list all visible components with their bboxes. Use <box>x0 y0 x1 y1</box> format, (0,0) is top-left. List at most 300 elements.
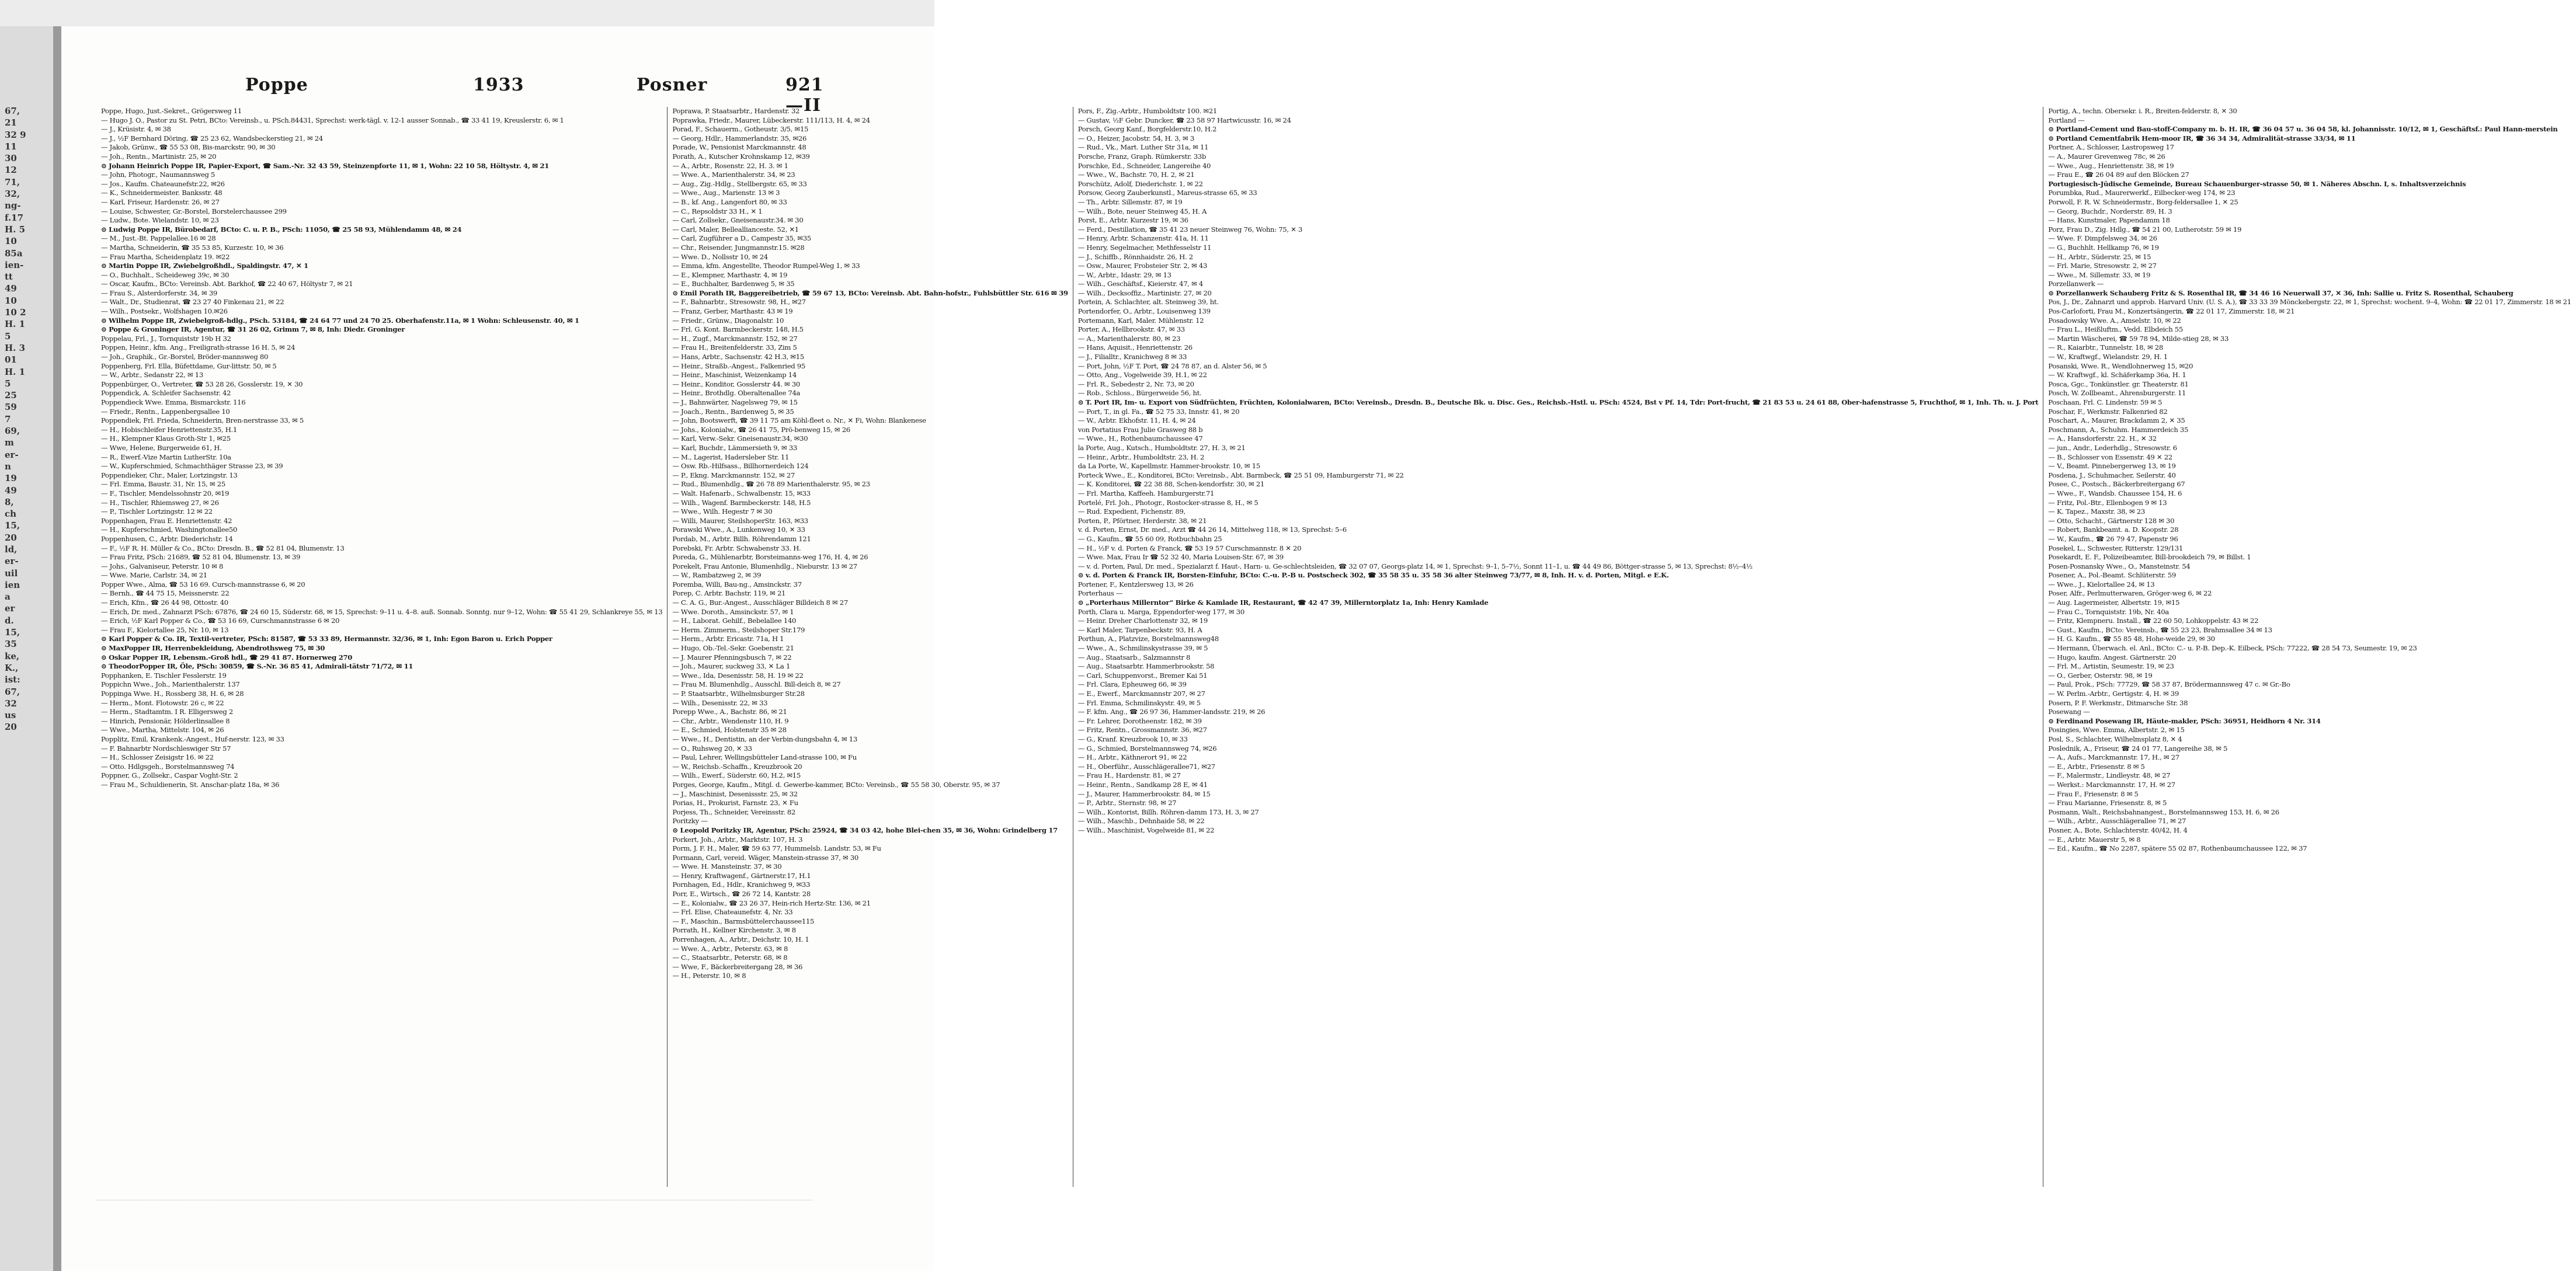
directory-entry: — H., Klempner Klaus Groth-Str 1, ✉25 <box>101 434 231 443</box>
directory-entry: — Frl. Emma, Schmilinskystr. 49, ✉ 5 <box>1077 698 1201 707</box>
previous-page-fragment: 15, <box>5 520 20 531</box>
directory-entry: — Wwe., Aug., Henriettenstr. 38, ✉ 19 <box>2048 161 2174 170</box>
directory-entry: — Wilh., Desenisstr. 22, ✉ 33 <box>672 698 768 707</box>
directory-entry: Porges, George, Kaufm., Mitgl. d. Gewerbe-kammer, BCto: Vereinsb., ☎ 55 58 30, Oberstr. 95, ✉ 37 <box>672 780 1000 789</box>
directory-entry: Pornhagen, Ed., Hdlr., Kranichweg 9, ✉33 <box>672 880 811 889</box>
previous-page-fragment: us <box>5 710 16 721</box>
directory-entry: Porias, H., Prokurist, Farnstr. 23, ✕ Fu <box>672 799 798 807</box>
directory-entry: — Heinr., Konditor, Gosslerstr 44. ✉ 30 <box>672 379 800 388</box>
directory-entry-highlighted: ⊙ Oskar Popper IR, Lebensm.-Groß hdl., ☎ 29 41 87. Hornerweg 270 <box>101 653 353 661</box>
directory-entry: — Heinr., Straßb.-Angest., Falkenried 95 <box>672 361 805 370</box>
directory-entry: Posner, A., Bote, Schlachterstr. 40/42, H. 4 <box>2048 826 2188 834</box>
directory-entry: — Wwe. A., Marienthalerstr. 34, ✉ 23 <box>672 170 795 179</box>
directory-entry: — F., Maschin., Barmsbüttelerchaussee115 <box>672 917 815 925</box>
directory-entry: — Herm., Stadtamtm. I R. Elligersweg 2 <box>101 708 233 716</box>
directory-entry: Poritzky — <box>672 817 708 826</box>
directory-entry: — Georg, Buchdr., Norderstr. 89, H. 3 <box>2048 207 2172 215</box>
header-last-entry: Posner <box>637 75 708 95</box>
directory-entry: — Wwe. H. Mansteinstr. 37, ✉ 30 <box>672 862 782 871</box>
previous-page-fragment: 20 <box>5 532 17 543</box>
directory-entry: Portner, A., Schlosser, Lastropsweg 17 <box>2048 143 2174 152</box>
directory-entry: — H., Laborat. Gehilf., Bebelallee 140 <box>672 617 797 625</box>
directory-entry: — Friedr., Grünw., Diagonalstr. 10 <box>672 316 784 325</box>
directory-entry: — Werkst.: Marckmannstr. 17, H. ✉ 27 <box>2048 780 2175 789</box>
directory-entry: — Wwe. A., Arbtr., Peterstr. 63, ✉ 8 <box>672 944 788 953</box>
directory-entry: — Karl, Verw.-Sekr. Gneisenaustr.34, ✉30 <box>672 434 808 443</box>
directory-entry: von Portatius Frau Julie Grasweg 88 b <box>1077 425 1203 434</box>
directory-entry: — E., Arbtr. Mauerstr 5, ✉ 8 <box>2048 835 2141 844</box>
directory-entry: — Wwe., M. Sillemstr. 33, ✉ 19 <box>2048 270 2151 279</box>
directory-entry: — Carl, Schuppenvorst., Bremer Kai 51 <box>1077 671 1208 680</box>
directory-entry: — H., Hobischleifer Henriettenstr.35, H.1 <box>101 425 237 434</box>
directory-entry: — W., Kaufm., ☎ 26 79 47, Papenstr 96 <box>2048 534 2178 543</box>
directory-entry: — O., Buchhalt., Scheideweg 39c, ✉ 30 <box>101 270 230 279</box>
directory-entry: — P., Ekng. Marckmannstr. 152, ✉ 27 <box>672 471 795 479</box>
directory-entry: — Hugo, Ob.-Tel.-Sekr. Goebenstr. 21 <box>672 644 794 653</box>
directory-entry: Poremba, Willi, Bau-ng., Amsinckstr. 37 <box>672 580 802 589</box>
directory-entry: — Erich, Kfm., ☎ 26 44 98, Ottostr. 40 <box>101 598 228 607</box>
directory-entry: Porsche, Franz, Graph. Rümkerstr. 33b <box>1077 152 1207 161</box>
directory-entry: — H., Tischler, Rhiemsweg 27, ✉ 26 <box>101 498 219 507</box>
column-2 <box>668 107 1073 1187</box>
directory-entry: — Erich, Dr. med., Zahnarzt PSch: 67876, ☎ 24 60 15, Süderstr. 68, ✉ 15, Sprechst: 9–11 u. 4–8. auß. Sonnab. Sonntg. nur 9–12, Wohn: ☎ 55 41 29, Schlankreye 55, ✉ 13 <box>101 607 663 616</box>
directory-entry: — Ferd., Destillation, ☎ 35 41 23 neuer Steinweg 76, Wohn: 75, ✕ 3 <box>1077 225 1303 234</box>
directory-entry: — Joh., Maurer, suckweg 33, ✕ La 1 <box>672 662 790 671</box>
directory-entry: — Henry, Segelmacher, Methfesselstr 11 <box>1077 243 1212 252</box>
previous-page-fragment: 19 <box>5 473 17 484</box>
directory-entry: Porschke, Ed., Schneider, Langereihe 40 <box>1077 161 1211 170</box>
directory-entry: — W., Reichsb.-Schaffn., Kreuzbrook 20 <box>672 762 802 771</box>
directory-entry: — Frau H., Breitenfelderstr. 33, Zim 5 <box>672 343 797 352</box>
directory-entry: Pos, J., Dr., Zahnarzt und approb. Harvard Univ. (U. S. A.), ☎ 33 33 39 Mönckebergstr. 22, ✉ 1, Sprechst: wochent. 9–4, Wohn: ☎ 22 01 17, Zimmerstr. 18 ✉ 21 <box>2048 298 2571 307</box>
directory-entry: Porade, W., Pensionist Marckmannstr. 48 <box>672 143 806 152</box>
directory-entry: — Aug., Staatsarbtr. Hammerbrookstr. 58 <box>1077 662 1215 671</box>
directory-entry: — Robert, Bankbeamt. a. D. Koopstr. 28 <box>2048 525 2179 534</box>
directory-entry: — Karl, Buchdr., Lämmersieth 9, ✉ 33 <box>672 443 797 452</box>
directory-entry: — W., Arbtr., Sedanstr 22, ✉ 13 <box>101 371 203 379</box>
directory-entry: Porst, E., Arbtr. Kurzestr 19, ✉ 36 <box>1077 216 1188 225</box>
directory-entry-highlighted: ⊙ Martin Poppe IR, Zwiebelgroßhdl., Spaldingstr. 47, ✕ 1 <box>101 262 308 270</box>
directory-entry-highlighted: ⊙ Johann Heinrich Poppe IR, Papier-Export, ☎ Sam.-Nr. 32 43 59, Steinzenpforte 11, ✉ 1, Wohn: 22 10 58, Höltystr. 4, ✉ 21 <box>101 161 550 170</box>
directory-entry: — jun., Andr., Lederhdlg., Stresowstr. 6 <box>2048 443 2177 452</box>
directory-page <box>61 26 2571 1271</box>
directory-entry: — Otto, Schacht., Gärtnerstr 128 ✉ 30 <box>2048 516 2175 525</box>
directory-entry: — Martha, Schneiderin, ☎ 35 53 85, Kurzestr. 10, ✉ 36 <box>101 243 284 252</box>
directory-entry-highlighted: ⊙ Poppe & Groninger IR, Agentur, ☎ 31 26 02, Grimm 7, ✉ 8, Inh: Diedr. Groninger <box>101 325 405 334</box>
directory-entry: — F., Bahnarbtr., Stresowstr. 98, H., ✉27 <box>672 298 806 307</box>
directory-entry: — Frl. Clara, Epheuweg 66, ✉ 39 <box>1077 680 1187 689</box>
column-3 <box>1073 107 2044 1187</box>
directory-entry: — Emma, kfm. Angestellte, Theodor Rumpel-Weg 1, ✉ 33 <box>672 262 860 270</box>
directory-entry: — Henry, Kraftwagenf., Gärtnerstr.17, H.1 <box>672 871 811 880</box>
directory-entry: — Osw., Maurer, Frobsteier Str. 2, ✉ 43 <box>1077 262 1208 270</box>
directory-entry-highlighted: ⊙ Portland-Cement und Bau-stoff-Company m. b. H. IR, ☎ 36 04 57 u. 36 04 58, kl. Johannisstr. 10/12, ✉ 1, Geschäftsf.: Paul Hann-merstein <box>2048 125 2558 134</box>
directory-entry: — Heinr., Rentn., Sandkamp 28 E, ✉ 41 <box>1077 780 1208 789</box>
directory-entry: — Port, T., in gl. Fa., ☎ 52 75 33, Innstr. 41, ✉ 20 <box>1077 407 1240 416</box>
directory-entry: — Hermann, Überwach. el. Anl., BCto: C.- u. P.-B. Dep.-K. Eilbeck, PSch: 77222, ☎ 28 54 73, Seumestr. 19, ✉ 23 <box>2048 644 2417 653</box>
directory-entry: — P. Staatsarbtr., Wilhelmsburger Str.28 <box>672 690 805 698</box>
directory-entry: — M., Lagerist, Hadersleber Str. 11 <box>672 452 790 461</box>
directory-entry: — Frl. Emma, Baustr. 31, Nr. 15, ✉ 25 <box>101 480 225 489</box>
directory-entry: — J., Maschinist, Desenissstr. 25, ✉ 32 <box>672 789 798 798</box>
directory-entry: — E., Schmied, Holstenstr 35 ✉ 28 <box>672 726 787 734</box>
directory-entry: — Walt., Dr., Studienrat, ☎ 23 27 40 Finkenau 21, ✉ 22 <box>101 298 284 307</box>
directory-entry: — Wwe., Martha, Mittelstr. 104, ✉ 26 <box>101 726 224 734</box>
directory-entry: — J., ½F Bernhard Döring, ☎ 25 23 62, Wandsbeckerstieg 21, ✉ 24 <box>101 134 323 142</box>
directory-entry: — Heinr., Arbtr., Humboldtstr. 23, H. 2 <box>1077 452 1205 461</box>
directory-entry: — Otto. Hdlgsgeh., Borstelmannsweg 74 <box>101 762 235 771</box>
directory-entry: Poreda, G., Mühlenarbtr, Borsteimanns-weg 176, H. 4, ✉ 26 <box>672 553 868 562</box>
directory-entry: — Fritz, Klempneru. Install., ☎ 22 60 50, Lohkoppelstr. 43 ✉ 22 <box>2048 617 2259 625</box>
directory-entry: — Wilh., Maschb., Dehnhaide 58, ✉ 22 <box>1077 817 1205 826</box>
previous-page-fragment: 69, <box>5 426 20 437</box>
previous-page-fragment: er- <box>5 556 19 567</box>
directory-entry: Popper Wwe., Alma, ☎ 53 16 69. Cursch-mannstrasse 6, ✉ 20 <box>101 580 305 589</box>
directory-entry: — J., Maurer, Hammerbrookstr. 84, ✉ 15 <box>1077 789 1211 798</box>
directory-entry: Poppichn Wwe., Joh., Marienthalerstr. 137 <box>101 680 240 689</box>
directory-entry: — Franz, Gerber, Marthastr. 43 ✉ 19 <box>672 307 793 316</box>
directory-entry: — A., Aufs., Marckmannstr. 17, H., ✉ 27 <box>2048 753 2179 762</box>
directory-entry-highlighted: ⊙ Leopold Poritzky IR, Agentur, PSch: 25924, ☎ 34 03 42, hohe Blei-chen 35, ✉ 36, Wohn: Grindelberg 17 <box>672 826 1058 834</box>
directory-entry: — W., Kupferschmied, Schmachthäger Strasse 23, ✉ 39 <box>101 462 283 471</box>
previous-page-fragment: 10 <box>5 236 17 247</box>
scan-margin-top <box>0 0 934 26</box>
directory-entry: — H., Arbtr., Süderstr. 25, ✉ 15 <box>2048 252 2151 261</box>
previous-page-fragment: ien- <box>5 259 24 270</box>
directory-entry: — J., Krüsistr. 4, ✉ 38 <box>101 125 171 134</box>
directory-entry: — Wilh., Ewerf., Süderstr. 60, H.2, ✉15 <box>672 771 801 780</box>
directory-entry: la Porte, Aug., Kutsch., Humboldtstr. 27, H. 3, ✉ 21 <box>1077 443 1246 452</box>
directory-entry: — H., Arbtr., Käthnerort 91, ✉ 22 <box>1077 753 1187 762</box>
directory-entry: — Wwe. Marie, Carlstr. 34, ✉ 21 <box>101 571 207 580</box>
previous-page-fragment: 12 <box>5 165 17 176</box>
directory-entry: Posern, P. F. Werkmstr., Ditmarsche Str. 38 <box>2048 698 2188 707</box>
directory-entry: — J., Bahnwärter, Nagelsweg 79, ✉ 15 <box>672 398 798 406</box>
directory-entry: — J. Maurer Pfenningsbusch 7, ✉ 22 <box>672 653 792 661</box>
directory-entry: — Johs., Galvaniseur, Peterstr. 10 ✉ 8 <box>101 562 224 570</box>
previous-page-fragment: ng- <box>5 200 21 211</box>
directory-entry: — Wwe., Ida, Desenisstr. 58, H. 19 ✉ 22 <box>672 671 804 680</box>
directory-entry: — C., Repsoldstr 33 H., ✕ 1 <box>672 207 763 215</box>
previous-page-fragment: 15, <box>5 627 20 638</box>
directory-entry: Porep, C. Arbtr. Bachstr. 119, ✉ 21 <box>672 589 786 598</box>
directory-entry: — A., Arbtr., Rosenstr. 22, H. 3. ✉ 1 <box>672 161 788 170</box>
directory-entry: — B., kf. Ang., Langenfort 80, ✉ 33 <box>672 197 787 206</box>
directory-entry: Poslednik, A., Friseur, ☎ 24 01 77, Langereihe 38, ✉ 5 <box>2048 744 2228 753</box>
previous-page-fragment: 11 <box>5 141 17 152</box>
directory-entry: Porepp Wwe., A., Bachstr. 86, ✉ 21 <box>672 708 787 716</box>
previous-page-fragment: ch <box>5 509 17 520</box>
previous-page-fragment: ke, <box>5 650 20 661</box>
directory-entry-highlighted: ⊙ Portland Cementfabrik Hem-moor IR, ☎ 36 34 34, Admiralität-strasse 33/34, ✉ 11 <box>2048 134 2356 142</box>
directory-entry: — Frl. Elise, Chateaunefstr. 4, Nr. 33 <box>672 908 793 917</box>
directory-entry: — Ed., Kaufm., ☎ No 2287, spätere 55 02 87, Rothenbaumchaussee 122, ✉ 37 <box>2048 844 2307 853</box>
previous-page-fragment: 20 <box>5 722 17 733</box>
directory-entry: — Heinr. Dreher Charlottenstr 32, ✉ 19 <box>1077 617 1208 625</box>
directory-entry: — Otto, Ang., Vogelweide 39, H.1, ✉ 22 <box>1077 371 1207 379</box>
directory-entry: Portig, A., techn. Obersekr. i. R., Breiten-felderstr. 8, ✕ 30 <box>2048 107 2237 115</box>
previous-page-fragment: 32 9 <box>5 129 26 140</box>
directory-entry: — B., Schlosser von Essenstr. 49 ✕ 22 <box>2048 452 2172 461</box>
directory-entry: Poser, Alfr., Perlmutterwaren, Gröger-weg 6, ✉ 22 <box>2048 589 2212 598</box>
directory-entry-highlighted: ⊙ TheodorPopper IR, Öle, PSch: 30859, ☎ S.-Nr. 36 85 41, Admirali-tätstr 71/72, ✉ 11 <box>101 662 413 671</box>
previous-page-fragment: ist: <box>5 674 20 685</box>
directory-entry: — G., Buchhlt. Hellkamp 76, ✉ 19 <box>2048 243 2159 252</box>
directory-entry: Porzellanwerk — <box>2048 280 2104 288</box>
previous-page-fragment: er <box>5 603 15 614</box>
directory-entry: — A., Maurer Grevenweg 78c, ✉ 26 <box>2048 152 2165 161</box>
directory-entry: Posen-Posnansky Wwe., O., Mansteinstr. 54 <box>2048 562 2191 570</box>
directory-entry-highlighted: ⊙ Porzellanwerk Schauberg Fritz & S. Rosenthal IR, ☎ 34 46 16 Neuerwall 37, ✕ 36, Inh: Sallie u. Fritz S. Rosenthal, Schauberg <box>2048 288 2514 297</box>
previous-page-fragment: 35 <box>5 639 17 650</box>
directory-entry: — M., Just.-Bt. Pappelallee.16 ✉ 28 <box>101 234 216 243</box>
previous-page-fragment: 21 <box>5 117 17 128</box>
previous-page-fragment: 30 <box>5 153 17 164</box>
directory-entry: — H., Schlosser Zeisigstr 16. ✉ 22 <box>101 753 214 762</box>
directory-entry: — C. A. G., Bur.-Angest., Ausschläger Billdeich 8 ✉ 27 <box>672 598 848 607</box>
directory-entry: — Wwe., A., Schmilinskystrasse 39, ✉ 5 <box>1077 644 1208 653</box>
directory-entry: — E., Klempner, Marthastr. 4, ✉ 19 <box>672 270 788 279</box>
directory-entry: Porumbka, Rud., Maurerwerkf., Eilbecker-weg 174, ✉ 23 <box>2048 189 2236 197</box>
directory-entry: — Aug., Zig.-Hdlg., Stellbergstr. 65, ✉ 33 <box>672 179 807 188</box>
directory-entry: — H., ½F v. d. Porten & Franck, ☎ 53 19 57 Curschmannstr. 8 ✕ 20 <box>1077 544 1302 552</box>
directory-entry: — Aug., Staatsarb., Salzmannstr 8 <box>1077 653 1191 661</box>
directory-entry: Poppinga Wwe. H., Rossberg 38, H. 6, ✉ 28 <box>101 690 244 698</box>
previous-page-fragment: 67, <box>5 106 20 116</box>
directory-entry: — K., Schneidermeister. Banksstr. 48 <box>101 189 223 197</box>
directory-entry: — Herm., Arbtr. Ericastr. 71a, H 1 <box>672 635 784 643</box>
previous-page-fragment: er- <box>5 449 19 460</box>
directory-entry: — Frl. R., Sebedestr 2, Nr. 73, ✉ 20 <box>1077 379 1194 388</box>
page-number: 921—II <box>785 75 824 116</box>
directory-entry: — Carl, Maler, Belleallianceste. 52, ✕1 <box>672 225 799 234</box>
directory-entry: — Karl, Friseur, Hardenstr. 26, ✉ 27 <box>101 197 220 206</box>
directory-entry: — R., Ewerf.-Vize Martin LutherStr. 10a <box>101 452 231 461</box>
directory-entry: — Frau E., ☎ 26 04 89 auf den Blöcken 27 <box>2048 170 2189 179</box>
directory-entry: — Hans, Arbtr., Sachsenstr. 42 H.3, ✉15 <box>672 353 804 361</box>
directory-entry: — Th., Arbtr. Sillemstr. 87, ✉ 19 <box>1077 197 1183 206</box>
directory-entry: — Wilh., Arbtr., Ausschlägerallee 71, ✉ 27 <box>2048 817 2186 826</box>
directory-entry: Porter, A., Hellbrookstr. 47, ✉ 33 <box>1077 325 1185 334</box>
directory-entry: Popphanken, E. Tischler Fesslerstr. 19 <box>101 671 227 680</box>
directory-entry: Posee, C., Postsch., Bäckerbreitergang 67 <box>2048 480 2185 489</box>
previous-page-fragment: tt <box>5 271 13 283</box>
directory-entry: — E., Buchhalter, Bardenweg 5, ✉ 35 <box>672 280 795 288</box>
directory-entry: — Fritz, Rentn., Grossmannstr. 36, ✉27 <box>1077 726 1207 734</box>
directory-entry: — Wwe. Doroth., Amsinckstr. 57, ✉ 1 <box>672 607 794 616</box>
directory-entry: — H., Kupferschmied, Washingtonallee50 <box>101 525 238 534</box>
directory-entry: — Wilh., Maschinist, Vogelweide 81, ✉ 22 <box>1077 826 1215 834</box>
directory-entry: Poschaan, Frl. C. Lindenstr. 59 ✉ 5 <box>2048 398 2163 406</box>
directory-entry: Posch, W. Zollbeamt., Ahrensburgerstr. 11 <box>2048 389 2186 398</box>
previous-page-fragment: 32 <box>5 698 17 709</box>
directory-entry: — Frau F., Friesenstr. 8 ✉ 5 <box>2048 789 2139 798</box>
directory-entry: Posingies, Wwe. Emma, Albertstr. 2, ✉ 15 <box>2048 726 2185 734</box>
previous-page-fragment: 67, <box>5 686 20 697</box>
previous-page-fragment: ld, <box>5 544 18 555</box>
directory-entry: — Frau F., Kielortallee 25, Nr. 10, ✉ 13 <box>101 625 229 634</box>
directory-entry: — Henry, Arbtr. Schanzenstr. 41a, H. 11 <box>1077 234 1209 243</box>
directory-entry-highlighted: ⊙ Karl Popper & Co. IR, Textil-vertreter, PSch: 81587, ☎ 53 33 89, Hermannstr. 32/36, ✉ 1, Inh: Egon Baron u. Erich Popper <box>101 635 552 643</box>
directory-entry: Porteck Wwe., E., Konditorei, BCto: Vereinsb., Abt. Barmbeck, ☎ 25 51 09, Hamburgerstr 71, ✉ 22 <box>1077 471 1404 479</box>
previous-page-fragment: 8, <box>5 496 14 507</box>
directory-entry: v. d. Porten, Ernst, Dr. med., Arzt ☎ 44 26 14, Mittelweg 118, ✉ 13, Sprechst: 5–6 <box>1077 525 1347 534</box>
directory-entry: Posmann, Walt., Reichsbahnangest., Borstelmannsweg 153, H. 6, ✉ 26 <box>2048 807 2279 816</box>
previous-page-fragment: 7 <box>5 413 11 424</box>
directory-entry: Porschütz, Adolf, Diederichstr. 1, ✉ 22 <box>1077 179 1203 188</box>
directory-entry-highlighted: ⊙ MaxPopper IR, Herrenbekleidung, Abendrothsweg 75, ✉ 30 <box>101 644 325 653</box>
directory-entry: — H., Zugf., Marckmannstr. 152, ✉ 27 <box>672 334 798 343</box>
directory-entry: — Hugo, kaufm. Angest. Gärtnerstr. 20 <box>2048 653 2177 661</box>
directory-entry: Posdena, J., Schuhmacher, Seilerstr. 40 <box>2048 471 2176 479</box>
directory-entry: Porebski, Fr. Arbtr. Schwabenstr 33. H. <box>672 544 801 552</box>
previous-page-fragment: H. 1 <box>5 319 26 330</box>
directory-entry: — O., Ruhsweg 20, ✕ 33 <box>672 744 752 753</box>
directory-entry: — Joh., Rentn., Martinistr. 25, ✉ 20 <box>101 152 217 161</box>
previous-page-fragment: 49 <box>5 283 17 294</box>
previous-page-fragment: a <box>5 591 11 603</box>
previous-page-fragment: 10 2 <box>5 307 26 318</box>
directory-entry: — Frl. Martha, Kaffeeh. Hamburgerstr.71 <box>1077 489 1215 497</box>
directory-entry: — W. Kraftwgf., kl. Schäferkamp 36a, H. 1 <box>2048 371 2186 379</box>
directory-entry: Porterhaus — <box>1077 589 1123 598</box>
directory-entry: Porkert, Joh., Arbtr., Marktstr. 107, H. 3 <box>672 835 803 844</box>
directory-entry: — Louise, Schwester, Gr.-Borstel, Borstelerchaussee 299 <box>101 207 287 215</box>
directory-entry: — Rud. Expedient, Fichenstr. 89, <box>1077 507 1186 516</box>
directory-entry: — Wilh., Bote, neuer Steinweg 45, H. A <box>1077 207 1207 215</box>
directory-entry: — Johs., Kolonialw., ☎ 26 41 75, Prö-benweg 15, ✉ 26 <box>672 425 850 434</box>
previous-page-fragment: 10 <box>5 295 17 306</box>
directory-entry: — Jakob, Grünw., ☎ 55 53 08, Bis-marckstr. 90, ✉ 30 <box>101 143 276 152</box>
directory-entry: Porz, Frau D., Zig. Hdlg., ☎ 54 21 00, Lutherotstr. 59 ✉ 19 <box>2048 225 2242 234</box>
directory-entry: — Bernh., ☎ 44 75 15, Meissnerstr. 22 <box>101 589 230 598</box>
directory-entry: — Gust., Kaufm., BCto: Vereinsb., ☎ 55 23 23, Brahmsallee 34 ✉ 13 <box>2048 625 2272 634</box>
directory-entry: — Wwe., J., Kielortallee 24, ✉ 13 <box>2048 580 2155 589</box>
previous-page-fragment: 32, <box>5 189 20 200</box>
directory-entry: — Wilh., Wagenf. Barmbeckerstr. 148, H.5 <box>672 498 811 507</box>
directory-entry: Poppenhusen, C., Arbtr. Diederichstr. 14 <box>101 534 233 543</box>
previous-page-fragment: ien <box>5 579 20 590</box>
previous-page-fragment: d. <box>5 615 14 626</box>
directory-entry: Poschar, F., Werkmstr. Falkenried 82 <box>2048 407 2168 416</box>
directory-entry: Porrenhagen, A., Arbtr., Deichstr. 10, H. 1 <box>672 935 809 944</box>
directory-entry: — Rud., Vk., Mart. Luther Str 31a, ✉ 11 <box>1077 143 1209 152</box>
directory-entry: Posanski, Wwe. R., Wendlohnerweg 15, ✉20 <box>2048 361 2193 370</box>
directory-entry: — Hans, Aquisit., Henriettenstr. 26 <box>1077 343 1193 352</box>
column-1 <box>96 107 668 1187</box>
directory-entry: — Georg, Hdlr., Hammerlandstr. 35, ✉26 <box>672 134 807 142</box>
directory-entry: — Friedr., Rentn., Lappenbergsallee 10 <box>101 407 230 416</box>
directory-entry: Poppendiek, Frl. Frieda, Schneiderin, Bren-nerstrasse 33, ✉ 5 <box>101 416 304 425</box>
directory-entry-highlighted: ⊙ Ferdinand Posewang IR, Häute-makler, PSch: 36951, Heidhorn 4 Nr. 314 <box>2048 716 2321 725</box>
directory-entry: — Wwe., Aug., Marienstr. 13 ✉ 3 <box>672 189 780 197</box>
directory-entry: Porthun, A., Platzvize, Borstelmannsweg48 <box>1077 635 1219 643</box>
directory-entry: — Frl. G. Kont. Barmbeckerstr. 148, H.5 <box>672 325 804 334</box>
directory-entry: — Herm., Mont. Flotowstr. 26 c, ✉ 22 <box>101 698 224 707</box>
directory-entry: — Heinr., Maschinist, Weizenkamp 14 <box>672 371 797 379</box>
directory-entry-highlighted: ⊙ v. d. Porten & Franck IR, Borsten-Einfuhr, BCto: C.-u. P.-B u. Postscheck 302, ☎ 35 58 35 u. 35 58 36 alter Steinweg 73/77, ✉ 8, Inh. H. v. d. Porten, Mitgl. e E.K. <box>1077 571 1669 580</box>
previous-page-fragment: H. 5 <box>5 224 26 235</box>
directory-entry: — F. kfm. Ang., ☎ 26 97 36, Hammer-landsstr. 219, ✉ 26 <box>1077 708 1266 716</box>
directory-entry: — Aug. Lagermeister, Albertstr. 19, ✉15 <box>2048 598 2180 607</box>
directory-entry: — Walt. Hafenarb., Schwalbenstr. 15, ✉33 <box>672 489 811 497</box>
directory-entry: Portland — <box>2048 116 2085 124</box>
directory-entry: — P., Arbtr., Sternstr. 98, ✉ 27 <box>1077 799 1177 807</box>
directory-entry: Portelé, Frl. Joh., Photogr., Rostocker-strasse 8, H., ✉ 5 <box>1077 498 1259 507</box>
directory-entry: — Carl, Zollsekr., Gneisenaustr.34. ✉ 30 <box>672 216 804 225</box>
directory-entry: Poppendick, A. Schleifer Sachsenstr. 42 <box>101 389 231 398</box>
directory-entry: — Frau Fritz, PSch: 21689, ☎ 52 81 04, Blumenstr. 13, ✉ 39 <box>101 553 301 562</box>
previous-page-fragment: m <box>5 437 14 448</box>
directory-entry: — J., Filialltr., Kranichweg 8 ✉ 33 <box>1077 353 1187 361</box>
directory-entry: Pormann, Carl, vereid. Wäger, Manstein-strasse 37, ✉ 30 <box>672 853 858 862</box>
directory-entry: Pordab, M., Arbtr. Billh. Röhrendamm 121 <box>672 534 811 543</box>
directory-entry: Poschmann, A., Schuhm. Hammerdeich 35 <box>2048 425 2189 434</box>
directory-entry: — Rud., Blumenhdlg., ☎ 26 78 89 Marienthalerstr. 95, ✉ 23 <box>672 480 870 489</box>
directory-entry: — J., Schiffb., Rönnhaidstr. 26, H. 2 <box>1077 252 1193 261</box>
directory-entry: — Jos., Kaufm. Chateaunefstr.22, ✉26 <box>101 179 225 188</box>
previous-page-fragment: 5 <box>5 378 11 389</box>
directory-entry: Posekardt, E. F., Polizeibeamter, Bill-brookdeich 79, ✉ Billst. 1 <box>2048 553 2251 562</box>
directory-entry: Poppen, Heinr., kfm. Ang., Freiligrath-strasse 16 H. 5, ✉ 24 <box>101 343 296 352</box>
directory-entry: Poprawa, P. Staatsarbtr., Hardenstr. 32 <box>672 107 800 115</box>
directory-entry: — Frau Marianne, Friesenstr. 8, ✉ 5 <box>2048 799 2167 807</box>
directory-entry: — G., Kaufm., ☎ 55 60 09, Rotbuchbahn 25 <box>1077 534 1222 543</box>
directory-entry: Posewang — <box>2048 708 2090 716</box>
previous-page-fragment: 59 <box>5 402 17 413</box>
previous-page-fragment: H. 1 <box>5 366 26 377</box>
directory-entry: Poppenhagen, Frau E. Henriettenstr. 42 <box>101 516 232 525</box>
directory-entry: Porawski Wwe., A., Lunkenweg 10, ✕ 33 <box>672 525 805 534</box>
directory-entry: Porjess, Th., Schneider, Vereinsstr. 82 <box>672 807 796 816</box>
directory-entry: Portendorfer, O., Arbtr., Louisenweg 139 <box>1077 307 1211 316</box>
directory-entry: — K. Tapez., Maxstr. 38, ✉ 23 <box>2048 507 2145 516</box>
directory-entry: — Wwe. Max, Frau Ir ☎ 52 32 40, Maria Louisen-Str. 67, ✉ 39 <box>1077 553 1284 562</box>
directory-entry: — E., Kolonialw., ☎ 23 26 37, Hein-rich Hertz-Str. 136, ✉ 21 <box>672 899 871 907</box>
directory-entry: — W. Perlm.-Arbtr., Gertigstr. 4, H. ✉ 39 <box>2048 690 2179 698</box>
directory-entry: — Willi, Maurer, SteilshoperStr. 163, ✉33 <box>672 516 808 525</box>
directory-entry-highlighted: ⊙ „Porterhaus Millerntor“ Birke & Kamlade IR, Restaurant, ☎ 42 47 39, Millerntorplatz 1a, Inh: Henry Kamlade <box>1077 598 1489 607</box>
directory-columns <box>96 107 2571 1187</box>
directory-entry: Posekel, L., Schwester, Ritterstr. 129/131 <box>2048 544 2183 552</box>
directory-entry: — Oscar, Kaufm., BCto: Vereinsb. Abt. Barkhof, ☎ 22 40 67, Höltystr 7, ✉ 21 <box>101 280 353 288</box>
directory-entry: — H. G. Kaufm., ☎ 55 85 48, Hohe-weide 29, ✉ 30 <box>2048 635 2215 643</box>
directory-entry: — G., Kranf. Kreuzbrook 10, ✉ 33 <box>1077 734 1188 743</box>
directory-entry: — Karl Maler, Tarpenbeckstr. 93, H. A <box>1077 625 1202 634</box>
directory-entry: — Heinr., Brothdlg. Oberaltenallee 74a <box>672 389 801 398</box>
directory-entry: — Hinrich, Pensionär, Hölderlinsallee 8 <box>101 716 230 725</box>
directory-entry: — Wwe. D., Nollsstr 10, ✉ 24 <box>672 252 768 261</box>
directory-entry: Poppe, Hugo, Just.-Sekret., Grögersweg 11 <box>101 107 242 115</box>
directory-entry: — G., Schmied, Borstelmannsweg 74, ✉26 <box>1077 744 1217 753</box>
column-4 <box>2043 107 2576 1187</box>
directory-entry: Porth, Clara u. Marga, Eppendorfer-weg 177, ✉ 30 <box>1077 607 1244 616</box>
directory-entry-highlighted: ⊙ T. Port IR, Im- u. Export von Südfrüchten, Früchten, Kolonialwaren, BCto: Vereinsb., Dresdn. B., Deutsche Bk. u. Disc. Ges., Reichsb.-Hstl. u. PSch: 4524, Bst v Pf. 14, Tdr: Port-frucht, ☎ 21 83 53 u. 24 61 88, Ober-hafenstrasse 5, Fruchthof, ✉ 1, Inh. Th. u. J. Port <box>1077 398 2039 406</box>
directory-entry: — Chr., Arbtr., Wendenstr 110, H. 9 <box>672 716 789 725</box>
directory-entry: — F., Tischler, Mendelssohnstr 20, ✉19 <box>101 489 230 497</box>
directory-entry: — Frau S., Alsterdorferstr. 34, ✉ 39 <box>101 288 217 297</box>
directory-entry: — E., Arbtr., Friesenstr. 8 ✉ 5 <box>2048 762 2145 771</box>
directory-entry: — Frau C., Tornquiststr. 19b, Nr. 40a <box>2048 607 2169 616</box>
previous-page-fragment: uil <box>5 567 18 579</box>
page-bottom-rule <box>96 1200 812 1205</box>
directory-entry-highlighted: ⊙ Wilhelm Poppe IR, Zwiebelgroß-hdlg., PSch. 53184, ☎ 24 64 77 und 24 70 25. Oberhafenstr.11a, ✉ 1 Wohn: Schleusenstr. 40, ✉ 1 <box>101 316 579 325</box>
previous-page-fragment: 85a <box>5 248 23 259</box>
directory-entry: Poppendieker, Chr., Maler, Lortzingstr. 13 <box>101 471 238 479</box>
directory-entry: — W., Arbtr., Idastr. 29, ✉ 13 <box>1077 270 1171 279</box>
directory-entry: — H., Peterstr. 10, ✉ 8 <box>672 971 746 980</box>
directory-entry: Porrath, H., Kellner Kirchenstr. 3, ✉ 8 <box>672 926 796 935</box>
